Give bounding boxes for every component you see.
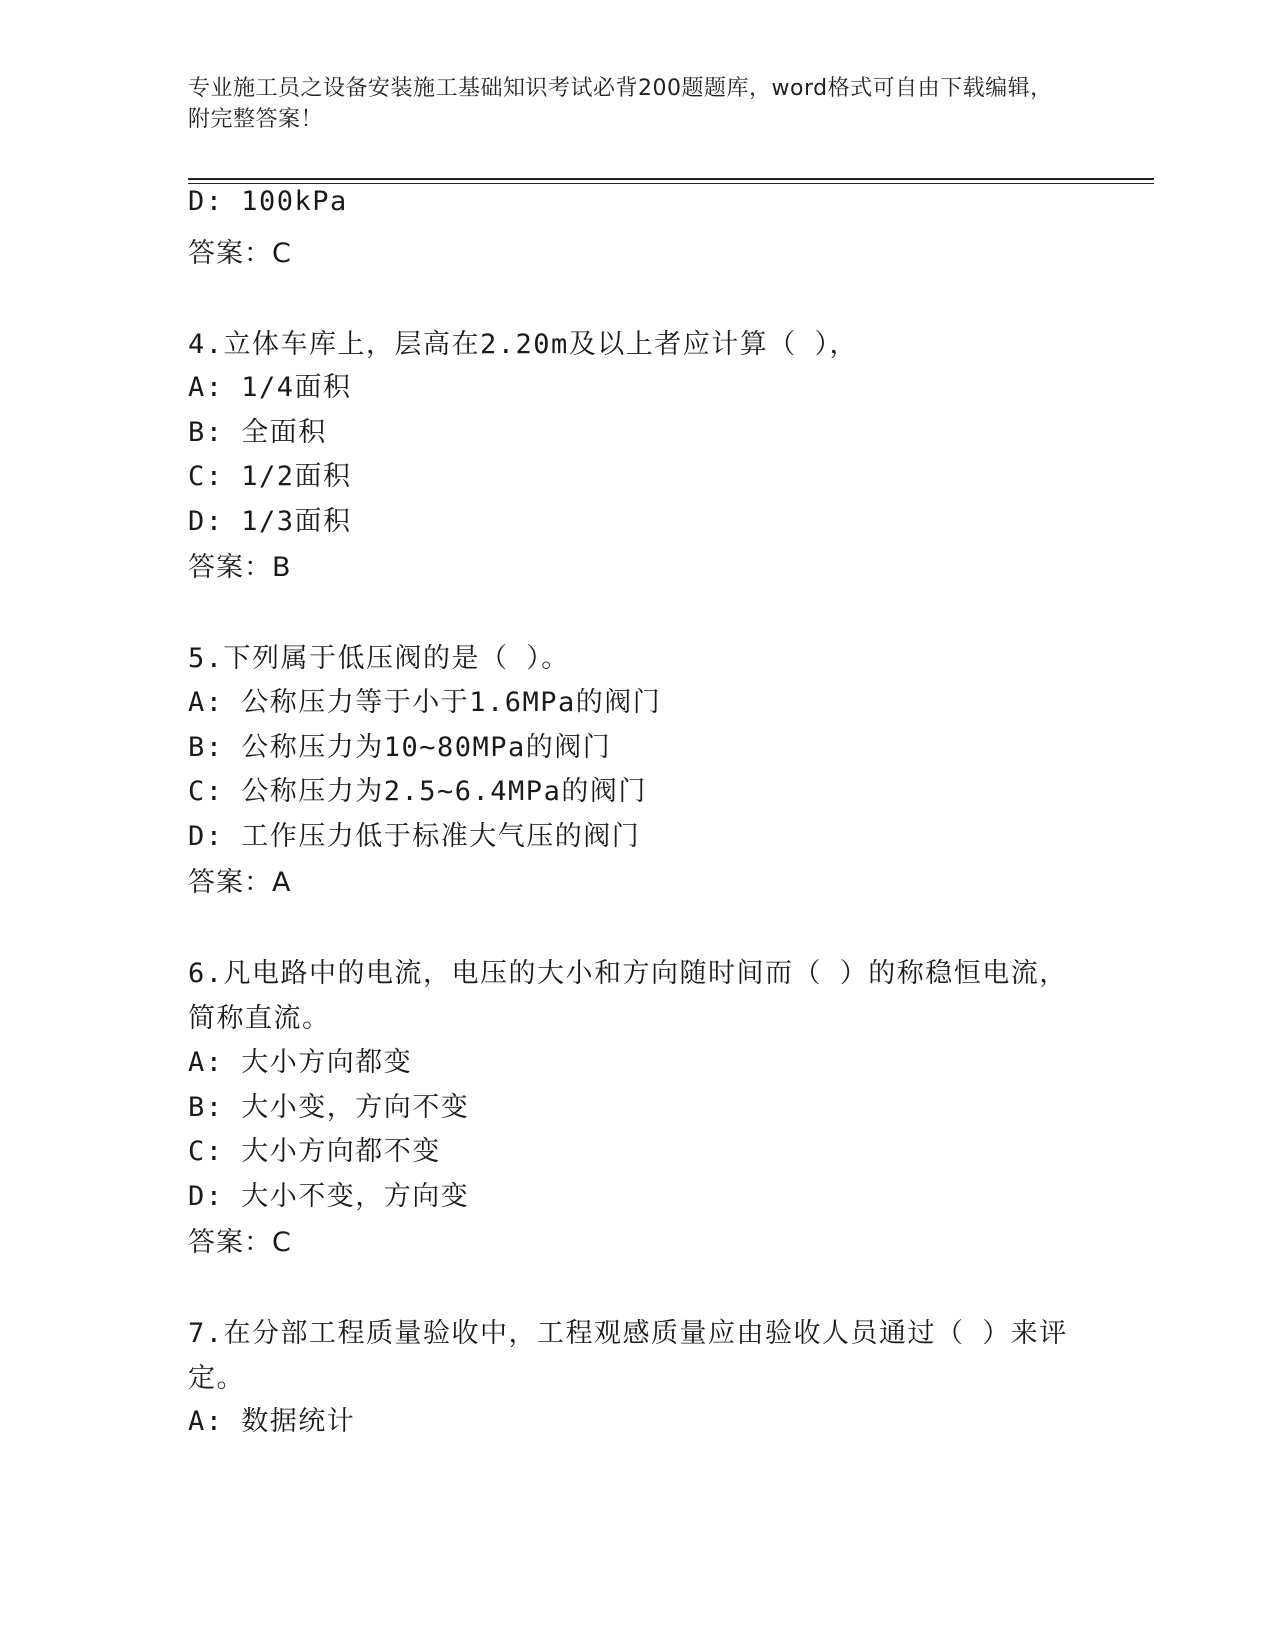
q6-option-b: B: 大小变，方向不变	[188, 1092, 470, 1123]
prev-answer: 答案：C	[188, 238, 292, 269]
q6-answer: 答案：C	[188, 1227, 292, 1258]
q6-option-d: D: 大小不变，方向变	[188, 1181, 470, 1212]
q5-option-b: B: 公称压力为10~80MPa的阀门	[188, 732, 612, 763]
q4-option-a: A: 1/4面积	[188, 372, 352, 403]
header-divider-thin	[188, 183, 1154, 184]
q5-answer: 答案：A	[188, 867, 292, 898]
q5-option-a: A: 公称压力等于小于1.6MPa的阀门	[188, 687, 662, 718]
q4-option-d: D: 1/3面积	[188, 506, 352, 537]
q4-option-b: B: 全面积	[188, 417, 327, 448]
document-header: 专业施工员之设备安装施工基础知识考试必背200题题库，word格式可自由下载编辑，附完整答案！	[188, 76, 1053, 132]
header-divider-thick	[188, 178, 1154, 180]
q7-option-a: A: 数据统计	[188, 1406, 356, 1437]
q4-stem: 4.立体车库上，层高在2.20m及以上者应计算（ ），	[188, 329, 859, 360]
q4-option-c: C: 1/2面积	[188, 461, 352, 492]
q6-option-c: C: 大小方向都不变	[188, 1136, 441, 1167]
q5-stem: 5.下列属于低压阀的是（ ）。	[188, 643, 570, 674]
q5-option-d: D: 工作压力低于标准大气压的阀门	[188, 821, 641, 852]
q4-answer: 答案：B	[188, 552, 292, 583]
q6-option-a: A: 大小方向都变	[188, 1047, 413, 1078]
q6-stem: 6.凡电路中的电流，电压的大小和方向随时间而（ ）的称稳恒电流，简称直流。	[188, 958, 1068, 1034]
prev-option-d: D: 100kPa	[188, 186, 348, 217]
q5-option-c: C: 公称压力为2.5~6.4MPa的阀门	[188, 776, 647, 807]
q7-stem: 7.在分部工程质量验收中，工程观感质量应由验收人员通过（ ）来评定。	[188, 1318, 1068, 1394]
